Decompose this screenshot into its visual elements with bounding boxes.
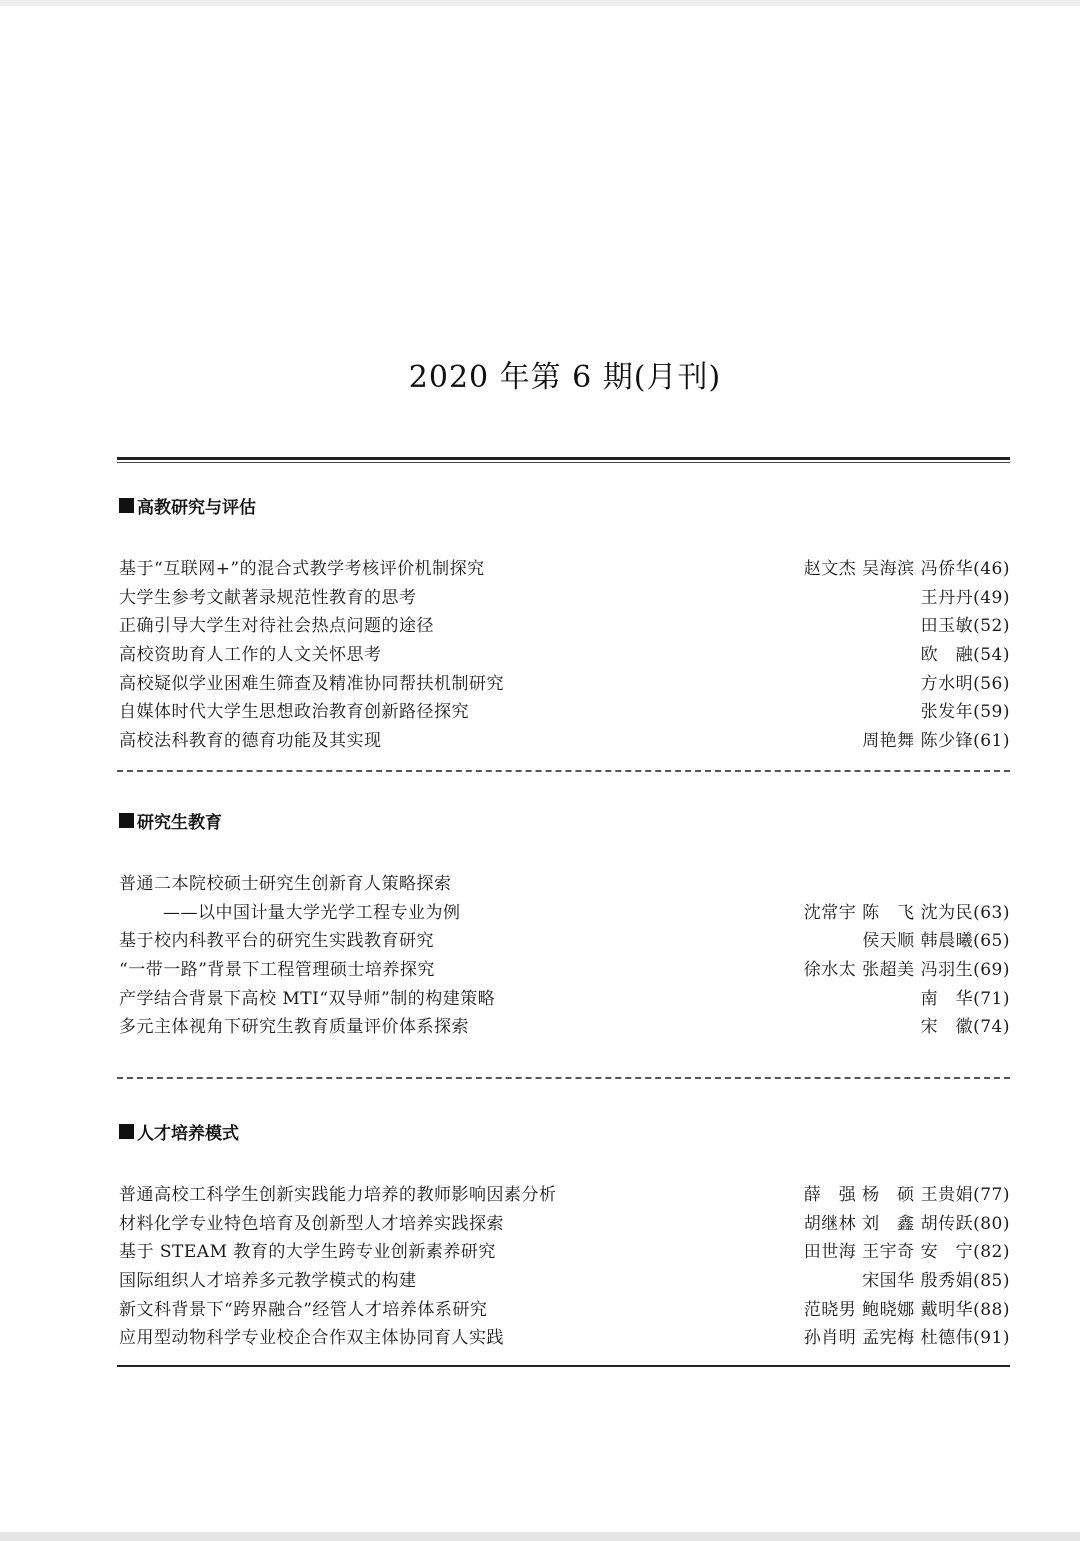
entry-page: (56) [973, 673, 1010, 694]
toc-entry-subtitle[interactable] [119, 896, 1010, 925]
toc-entry[interactable] [119, 638, 1010, 667]
entry-byline [804, 955, 1010, 980]
entry-title: 高校法科教育的德育功能及其实现 [119, 730, 382, 751]
toc-entry[interactable] [119, 867, 1010, 896]
toc-entry[interactable] [119, 924, 1010, 953]
entry-byline [862, 926, 1010, 951]
entry-authors: 范晓男 鲍晓娜 戴明华 [803, 1299, 974, 1320]
entry-authors: 王丹丹 [920, 587, 974, 608]
entry-authors: 孙肖明 孟宪梅 杜德伟 [803, 1328, 974, 1349]
section-divider [117, 770, 1010, 772]
entry-page: (52) [973, 616, 1010, 637]
toc-entry[interactable] [119, 581, 1010, 610]
entry-authors: 宋 徽 [920, 1017, 974, 1038]
section-higher-education-research [119, 491, 1010, 753]
toc-entry[interactable] [119, 1235, 1010, 1264]
entry-title: 普通高校工科学生创新实践能力培养的教师影响因素分析 [119, 1184, 557, 1205]
section-heading [119, 1117, 1010, 1145]
entry-byline [804, 1180, 1010, 1205]
entry-authors: 薛 强 杨 硕 王贵娟 [803, 1184, 974, 1205]
entry-byline [921, 984, 1010, 1009]
toc-entry[interactable] [119, 667, 1010, 696]
entry-page: (61) [973, 730, 1010, 751]
entry-page: (63) [973, 902, 1010, 923]
entry-byline [921, 640, 1010, 665]
toc-entry[interactable] [119, 953, 1010, 982]
entry-title: “一带一路”背景下工程管理硕士培养探究 [119, 959, 435, 980]
entry-byline [804, 1295, 1010, 1320]
entry-page: (65) [973, 931, 1010, 952]
entry-byline [921, 611, 1010, 636]
entry-page: (85) [973, 1270, 1010, 1291]
section-heading-text: 高教研究与评估 [137, 497, 256, 518]
entry-title: 产学结合背景下高校 MTI“双导师”制的构建策略 [119, 988, 496, 1009]
entry-authors: 沈常宇 陈 飞 沈为民 [803, 902, 974, 923]
entry-authors: 胡继林 刘 鑫 胡传跃 [803, 1213, 974, 1234]
toc-entry[interactable] [119, 724, 1010, 753]
entry-title: 普通二本院校硕士研究生创新育人策略探索 [119, 873, 452, 894]
entry-authors: 徐水太 张超美 冯羽生 [803, 959, 974, 980]
entry-authors: 南 华 [920, 988, 974, 1009]
section-talent-cultivation-models [119, 1117, 1010, 1350]
section-heading-text: 研究生教育 [137, 812, 222, 833]
entry-authors: 欧 融 [920, 644, 974, 665]
section-heading [119, 806, 1010, 834]
square-bullet-icon [119, 1124, 134, 1139]
entry-page: (82) [973, 1242, 1010, 1263]
entry-title: 高校资助育人工作的人文关怀思考 [119, 644, 382, 665]
entry-title: ——以中国计量大学光学工程专业为例 [163, 902, 461, 923]
entry-title: 正确引导大学生对待社会热点问题的途径 [119, 616, 434, 637]
entry-byline [921, 669, 1010, 694]
entry-byline [804, 1237, 1010, 1262]
entry-byline [921, 1012, 1010, 1037]
entry-byline [862, 1266, 1010, 1291]
toc-entry[interactable] [119, 552, 1010, 581]
entry-byline [862, 726, 1010, 751]
entry-page: (46) [973, 558, 1010, 579]
entry-page: (69) [973, 959, 1010, 980]
entry-page: (74) [973, 1017, 1010, 1038]
entry-authors: 田世海 王宇奇 安 宁 [803, 1242, 974, 1263]
toc-entry[interactable] [119, 1207, 1010, 1236]
entry-title: 新文科背景下“跨界融合”经管人才培养体系研究 [119, 1299, 488, 1320]
entry-page: (80) [973, 1213, 1010, 1234]
toc-entry[interactable] [119, 695, 1010, 724]
square-bullet-icon [119, 813, 134, 828]
entry-authors: 赵文杰 吴海滨 冯侨华 [803, 558, 974, 579]
top-rule [117, 457, 1010, 460]
entry-page: (77) [973, 1184, 1010, 1205]
entry-title: 国际组织人才培养多元教学模式的构建 [119, 1270, 417, 1291]
entry-title: 材料化学专业特色培育及创新型人才培养实践探索 [119, 1213, 504, 1234]
entry-page: (54) [973, 644, 1010, 665]
entry-authors: 侯天顺 韩晨曦 [862, 931, 974, 952]
entry-title: 大学生参考文献著录规范性教育的思考 [119, 587, 417, 608]
toc-entry[interactable] [119, 1264, 1010, 1293]
issue-title: 2020 年第 6 期(月刊) [408, 360, 722, 395]
entry-authors: 宋国华 殷秀娟 [862, 1270, 974, 1291]
entry-title: 基于“互联网+”的混合式教学考核评价机制探究 [119, 558, 485, 579]
square-bullet-icon [119, 498, 134, 513]
toc-list [119, 1178, 1010, 1350]
entry-authors: 方水明 [920, 673, 974, 694]
entry-byline [804, 898, 1010, 923]
entry-byline [921, 583, 1010, 608]
entry-title: 高校疑似学业困难生筛查及精准协同帮扶机制研究 [119, 673, 504, 694]
entry-page: (91) [973, 1328, 1010, 1349]
section-heading [119, 491, 1010, 519]
entry-title: 自媒体时代大学生思想政治教育创新路径探究 [119, 702, 469, 723]
entry-authors: 周艳舞 陈少锋 [862, 730, 974, 751]
entry-title: 应用型动物科学专业校企合作双主体协同育人实践 [119, 1328, 504, 1349]
entry-page: (49) [973, 587, 1010, 608]
entry-title: 基于 STEAM 教育的大学生跨专业创新素养研究 [119, 1242, 496, 1263]
toc-entry[interactable] [119, 1178, 1010, 1207]
entry-authors: 田玉敏 [920, 616, 974, 637]
bottom-rule [117, 1365, 1010, 1367]
toc-list [119, 552, 1010, 753]
entry-title: 多元主体视角下研究生教育质量评价体系探索 [119, 1017, 469, 1038]
section-divider [117, 1077, 1010, 1079]
entry-page: (59) [973, 702, 1010, 723]
toc-entry[interactable] [119, 609, 1010, 638]
entry-title: 基于校内科教平台的研究生实践教育研究 [119, 931, 434, 952]
toc-entry[interactable] [119, 1293, 1010, 1322]
top-rule-thin [117, 462, 1010, 463]
entry-byline [921, 697, 1010, 722]
toc-list [119, 867, 1010, 1039]
toc-entry[interactable] [119, 1010, 1010, 1039]
section-heading-text: 人才培养模式 [137, 1123, 239, 1144]
entry-page: (71) [973, 988, 1010, 1009]
entry-byline [804, 1323, 1010, 1348]
entry-byline [804, 1209, 1010, 1234]
toc-entry[interactable] [119, 982, 1010, 1011]
section-graduate-education [119, 806, 1010, 1039]
top-edge-band [0, 0, 1080, 6]
toc-entry[interactable] [119, 1321, 1010, 1350]
bottom-edge-band [0, 1532, 1080, 1541]
entry-authors: 张发年 [920, 702, 974, 723]
entry-page: (88) [973, 1299, 1010, 1320]
entry-byline [804, 554, 1010, 579]
